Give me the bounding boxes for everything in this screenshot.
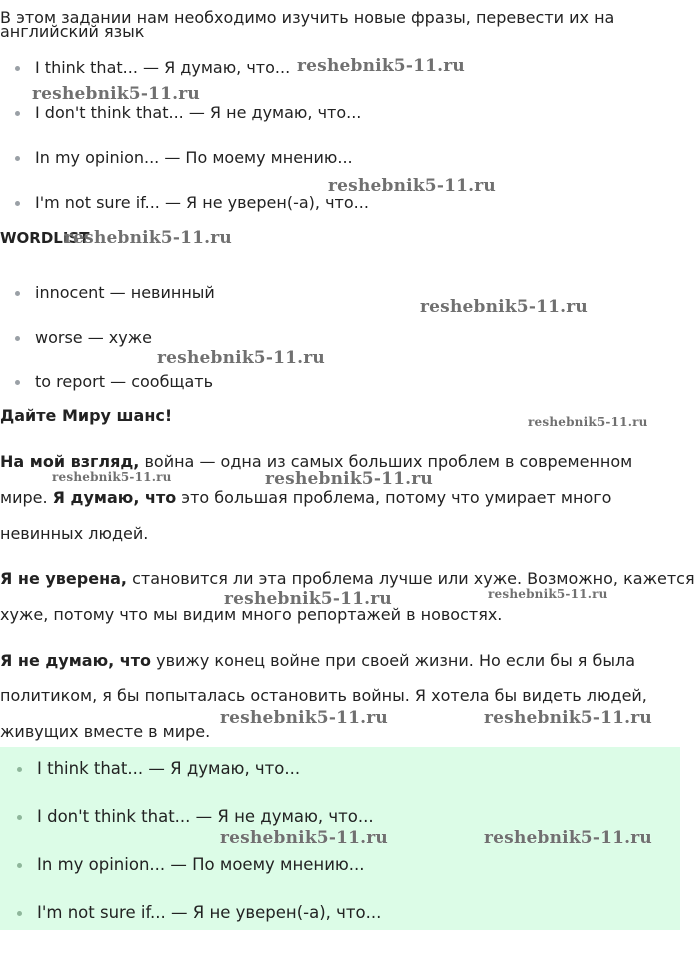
watermark: reshebnik5-11.ru [484,828,652,848]
watermark: reshebnik5-11.ru [265,469,433,489]
paragraph-line: хуже, потому что мы видим много репортажей в новостях. [0,605,503,624]
watermark: reshebnik5-11.ru [297,56,465,76]
bullet-icon [15,201,20,206]
bullet-icon [17,911,22,916]
paragraph-line: мире. Я думаю, что это большая проблема, потому что умирает много [0,488,612,507]
bullet-icon [17,767,22,772]
watermark: reshebnik5-11.ru [220,708,388,728]
bullet-icon [15,156,20,161]
intro-cut-line [0,22,300,42]
paragraph-line: Я не уверена, становится ли эта проблема лучше или хуже. Возможно, кажется [0,569,695,588]
paragraph-line: невинных людей. [0,524,149,543]
watermark: reshebnik5-11.ru [528,415,648,429]
intro-cut-text: английский язык [0,22,145,41]
bullet-icon [17,863,22,868]
watermark: reshebnik5-11.ru [64,228,232,248]
bullet-icon [15,380,20,385]
intro-text: В этом задании нам необходимо изучить новые фразы, перевести их на [0,8,615,27]
watermark: reshebnik5-11.ru [157,348,325,368]
watermark: reshebnik5-11.ru [220,828,388,848]
watermark: reshebnik5-11.ru [52,470,172,484]
watermark: reshebnik5-11.ru [488,587,608,601]
watermark: reshebnik5-11.ru [420,297,588,317]
bullet-icon [15,111,20,116]
bullet-icon [17,815,22,820]
paragraph-line: На мой взгляд, война — одна из самых больших проблем в современном [0,452,633,471]
paragraph-line: политиком, я бы попыталась остановить войны. Я хотела бы видеть людей, [0,686,647,705]
essay-title: Дайте Миру шанс! [0,406,173,425]
watermark: reshebnik5-11.ru [328,176,496,196]
wordlist-heading: WORDLIST [0,229,90,247]
watermark: reshebnik5-11.ru [32,84,200,104]
watermark: reshebnik5-11.ru [224,589,392,609]
paragraph-line: Я не думаю, что увижу конец войне при своей жизни. Но если бы я была [0,651,636,670]
bullet-icon [15,336,20,341]
watermark: reshebnik5-11.ru [484,708,652,728]
bullet-icon [15,291,20,296]
highlight-box: I think that... — Я думаю, что... I don't think that... — Я не думаю, что... In my opinion... — По моему мнению... I'm not sure if... — Я не уверен(-а), что... [0,747,680,930]
bullet-icon [15,66,20,71]
paragraph-line: живущих вместе в мире. [0,722,211,741]
